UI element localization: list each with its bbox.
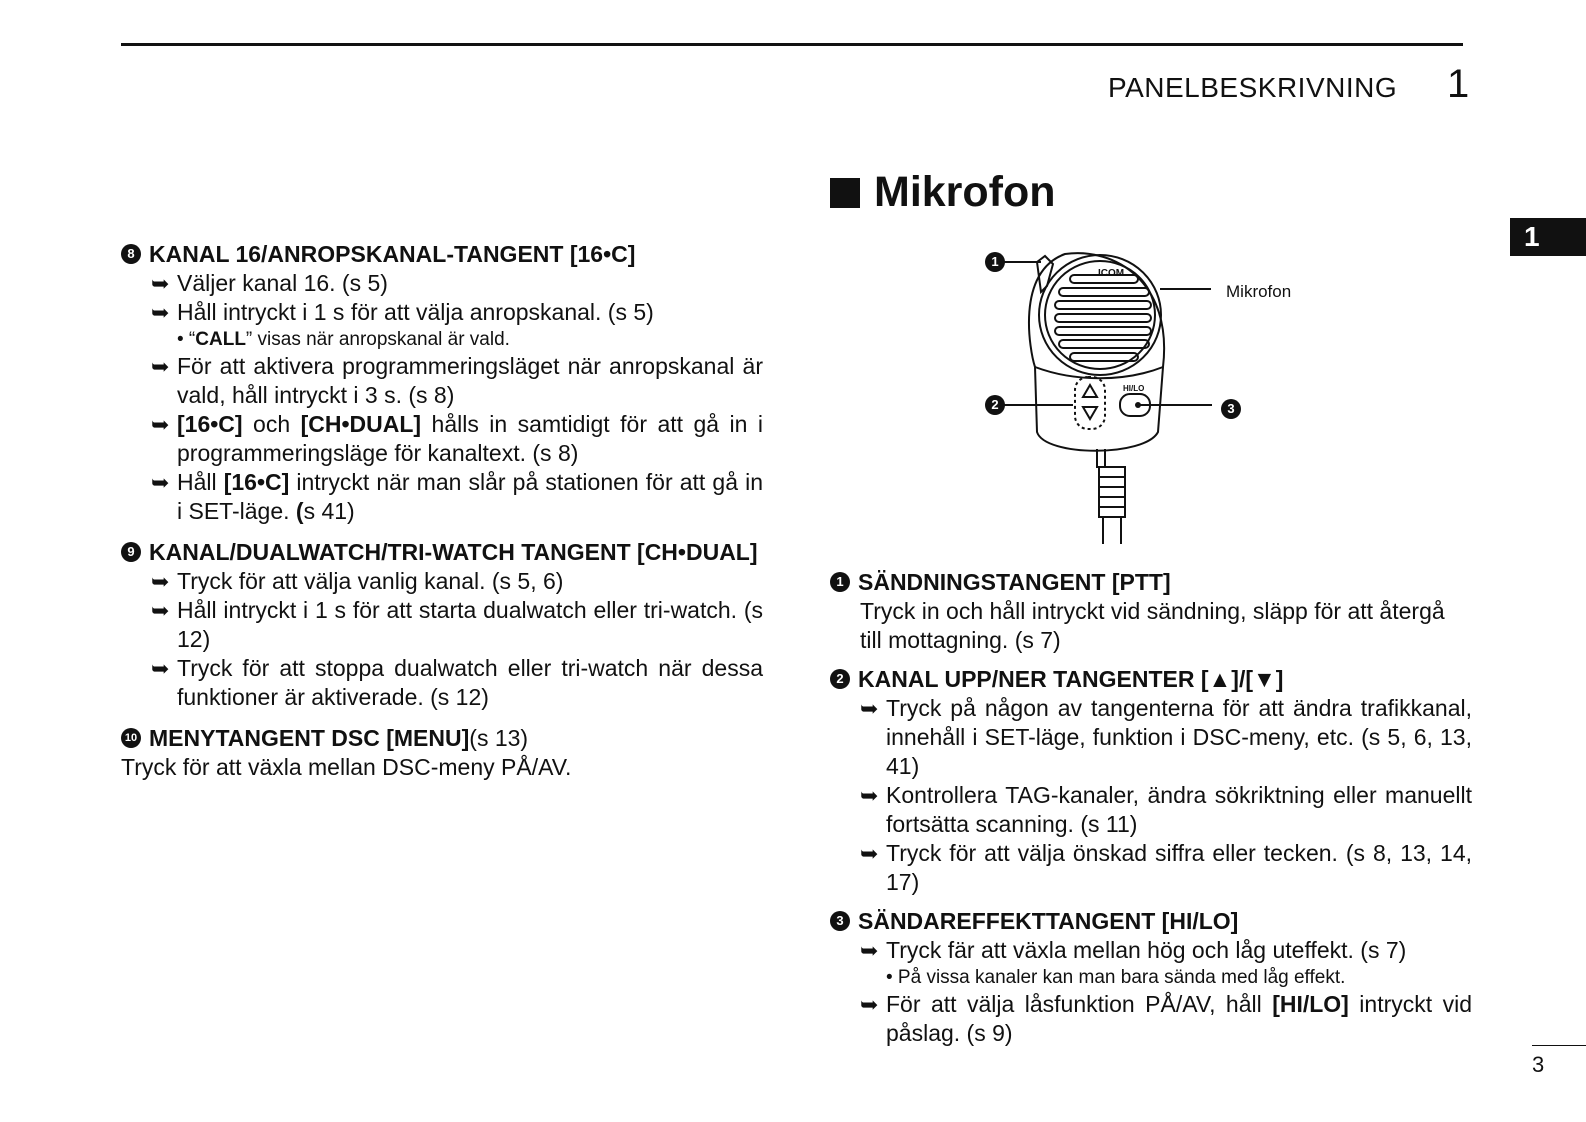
item-2-title: KANAL UPP/NER TANGENTER [▲]/[▼] <box>858 666 1284 692</box>
list-item: ➥ Väljer kanal 16. (s 5) <box>151 270 388 296</box>
arrow-icon: ➥ <box>860 992 879 1017</box>
arrow-icon: ➥ <box>151 569 170 594</box>
hilo-label: HI/LO <box>1123 384 1145 393</box>
arrow-icon: ➥ <box>151 598 170 623</box>
item-10-number: 10 <box>121 728 141 748</box>
chapter-tab: 1 <box>1510 218 1586 256</box>
page-number: 3 <box>1532 1052 1545 1077</box>
list-item: ➥ Tryck på någon av tangenterna för att ändra trafikkanal, innehåll i SET-läge, funktion i DSC-meny, etc. (s 5, 6, 13, 41) <box>860 695 1472 779</box>
list-item: ➥ Håll intryckt i 1 s för att starta dualwatch eller tri-watch. (s 12) <box>151 597 763 652</box>
right-column <box>830 568 1472 1048</box>
arrow-icon: ➥ <box>860 783 879 808</box>
list-item: ➥ Håll [16•C] intryckt när man slår på stationen för att gå in i SET-läge. (s 41) <box>151 469 763 524</box>
note: • “CALL” visas när anropskanal är vald. <box>177 329 510 350</box>
callout-1: 1 <box>985 252 1005 272</box>
item-10-text: Tryck för att växla mellan DSC-meny PÅ/AV. <box>121 754 572 780</box>
arrow-icon: ➥ <box>151 354 170 379</box>
list-item: ➥ [16•C] och [CH•DUAL] hålls in samtidigt för att gå in i programmeringsläge för kanaltext. (s 8) <box>151 411 763 466</box>
list-item: ➥ För att välja låsfunktion PÅ/AV, håll [HI/LO] intryckt vid påslag. (s 9) <box>860 991 1472 1046</box>
list-item: ➥ Tryck fär att växla mellan hög och låg uteffekt. (s 7) <box>860 937 1407 963</box>
microphone-illustration <box>975 242 1235 544</box>
list-item: ➥ Håll intryckt i 1 s för att välja anropskanal. (s 5) <box>151 299 654 325</box>
section-title-text: Mikrofon <box>874 168 1056 216</box>
item-10-ref: (s 13) <box>469 725 529 751</box>
item-3-heading <box>830 907 1472 936</box>
square-bullet-icon <box>830 178 860 208</box>
item-2-number: 2 <box>830 669 850 689</box>
left-column <box>121 240 763 782</box>
list-item: ➥ Tryck för att välja önskad siffra eller tecken. (s 8, 13, 14, 17) <box>860 840 1472 895</box>
chapter-number: 1 <box>1447 62 1470 106</box>
section-title <box>830 168 1056 217</box>
note: • På vissa kanaler kan man bara sända med låg effekt. <box>886 967 1346 988</box>
arrow-icon: ➥ <box>151 412 170 437</box>
item-10-title: MENYTANGENT DSC [MENU] <box>149 725 470 751</box>
item-3-title: SÄNDAREFFEKTTANGENT [HI/LO] <box>858 908 1239 934</box>
arrow-icon: ➥ <box>151 470 170 495</box>
arrow-icon: ➥ <box>860 696 879 721</box>
item-8-title: KANAL 16/ANROPSKANAL-TANGENT [16•C] <box>149 241 636 267</box>
item-1-text: Tryck in och håll intryckt vid sändning, släpp för att återgå till mottagning. (s 7) <box>860 598 1445 653</box>
list-item: ➥ Tryck för att stoppa dualwatch eller tri-watch när dessa funktioner är aktiverade. (s 12) <box>151 655 763 710</box>
arrow-icon: ➥ <box>860 841 879 866</box>
list-item: ➥ Tryck för att välja vanlig kanal. (s 5, 6) <box>151 568 564 594</box>
item-9-heading <box>121 538 763 567</box>
item-10-heading <box>121 724 763 753</box>
item-3-number: 3 <box>830 911 850 931</box>
callout-2: 2 <box>985 395 1005 415</box>
item-2-heading <box>830 665 1472 694</box>
callout-3: 3 <box>1221 399 1241 419</box>
item-8-heading <box>121 240 763 269</box>
chapter-title: PANELBESKRIVNING <box>1108 72 1398 103</box>
item-1-title: SÄNDNINGSTANGENT [PTT] <box>858 569 1171 595</box>
arrow-icon: ➥ <box>151 300 170 325</box>
item-8-number: 8 <box>121 244 141 264</box>
mikrofon-label: Mikrofon <box>1226 282 1292 301</box>
header-rule <box>121 43 1463 46</box>
brand-text: ICOM <box>1098 268 1125 279</box>
arrow-icon: ➥ <box>860 938 879 963</box>
list-item: ➥ Kontrollera TAG-kanaler, ändra sökriktning eller manuellt fortsätta scanning. (s 11) <box>860 782 1472 837</box>
list-item: ➥ För att aktivera programmeringsläget när anropskanal är vald, håll intryckt i 3 s. (s 8) <box>151 353 763 408</box>
item-1-number: 1 <box>830 572 850 592</box>
arrow-icon: ➥ <box>151 271 170 296</box>
item-9-number: 9 <box>121 542 141 562</box>
item-9-title: KANAL/DUALWATCH/TRI-WATCH TANGENT [CH•DUAL] <box>149 539 758 565</box>
arrow-icon: ➥ <box>151 656 170 681</box>
item-1-heading <box>830 568 1472 597</box>
footer-rule <box>1532 1045 1586 1046</box>
